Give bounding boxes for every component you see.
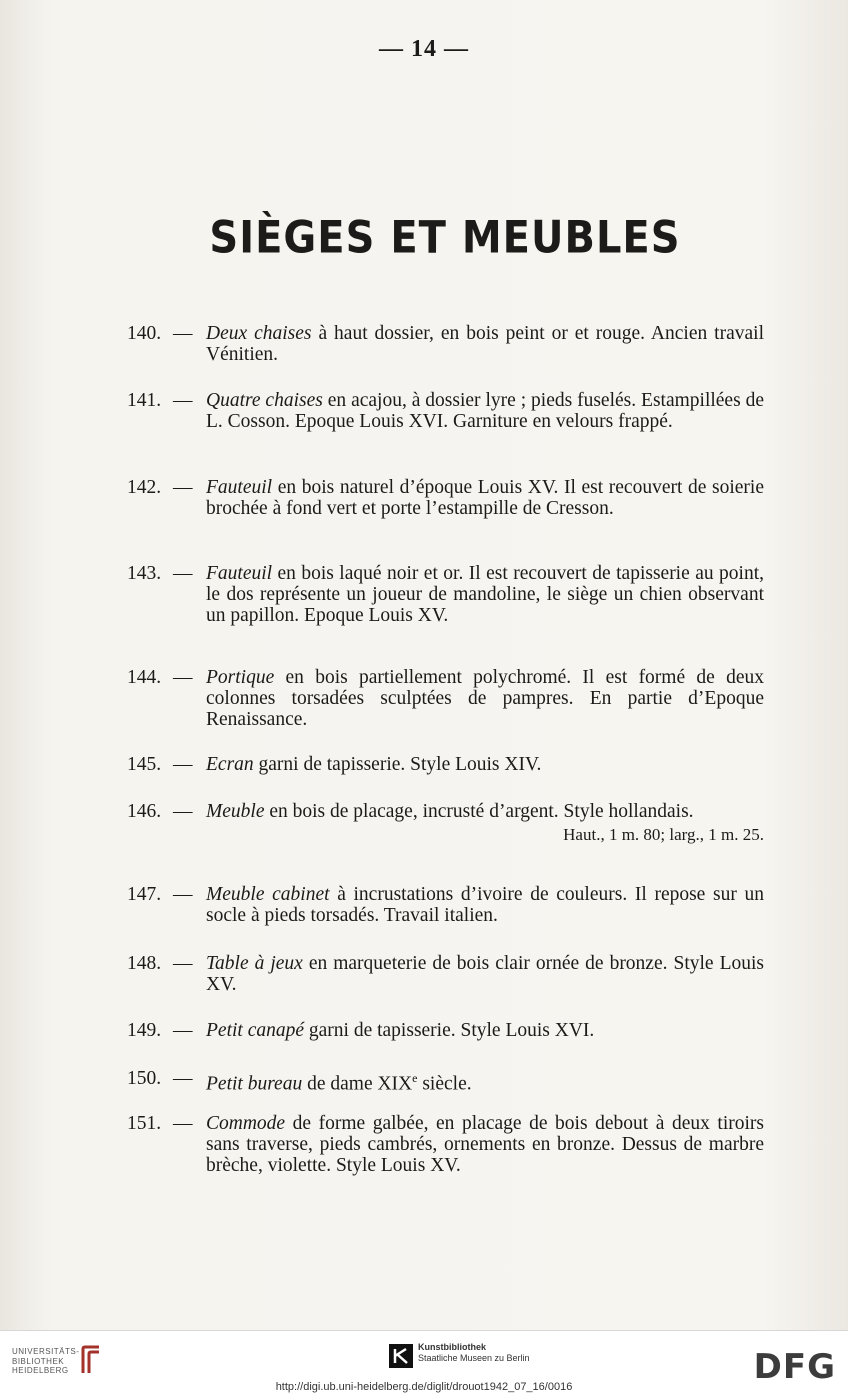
digitization-footer [0, 1330, 848, 1395]
catalog-entry-140 [127, 323, 764, 365]
entry-number: 141. [127, 390, 162, 411]
catalog-entry-151 [127, 1113, 764, 1176]
entry-text: de forme galbée, en placage de bois debout à deux tiroirs sans traverse, pieds cambrés, ornements en bronze. Dessus de marbre brèche, violette. Style Louis XV. [206, 1113, 764, 1176]
kunstbibliothek-logo[interactable] [418, 1342, 530, 1364]
entry-text: en bois naturel d’époque Louis XV. Il est recouvert de soierie brochée à fond vert et porte l’estampille de Cresson. [206, 477, 764, 519]
entry-dash: — [173, 884, 193, 905]
kb-logo-title: Kunstbibliothek [418, 1342, 486, 1352]
university-mark-icon [80, 1345, 102, 1375]
entry-number: 142. [127, 477, 162, 498]
entry-dash: — [173, 1113, 193, 1134]
uni-logo-line1: UNIVERSITÄTS- [12, 1347, 80, 1356]
entry-text: garni de tapisserie. Style Louis XVI. [304, 1020, 595, 1041]
entry-item: Meuble [206, 801, 265, 822]
entry-dash: — [173, 1068, 193, 1089]
dfg-logo[interactable]: DFG [753, 1347, 836, 1387]
entry-number: 146. [127, 801, 162, 822]
entry-dash: — [173, 953, 193, 974]
entry-item: Ecran [206, 754, 254, 775]
entry-text: garni de tapisserie. Style Louis XIV. [253, 754, 542, 775]
entry-dash: — [173, 667, 193, 688]
entry-text: de dame XIX [302, 1073, 413, 1095]
entry-number: 140. [127, 323, 162, 344]
entry-text: en marqueterie de bois clair ornée de bronze. Style Louis XV. [206, 953, 764, 995]
entry-dash: — [173, 563, 193, 584]
university-library-logo[interactable] [12, 1347, 79, 1376]
entry-item: Petit bureau [206, 1073, 303, 1095]
entry-item: Portique [206, 667, 275, 688]
entry-item: Fauteuil [206, 563, 273, 584]
section-title: SIÈGES ET MEUBLES [209, 212, 681, 264]
catalog-entry-143 [127, 563, 764, 626]
entry-number: 145. [127, 754, 162, 775]
entry-text: à incrustations d’ivoire de couleurs. Il repose sur un socle à pieds torsadés. Travail italien. [206, 884, 764, 926]
entry-item: Quatre chaises [206, 390, 323, 411]
catalog-entry-147 [127, 884, 764, 926]
permalink-url[interactable]: http://digi.ub.uni-heidelberg.de/diglit/drouot1942_07_16/0016 [275, 1381, 573, 1393]
uni-logo-line2: BIBLIOTHEK [12, 1356, 65, 1366]
entry-dash: — [173, 477, 193, 498]
entry-number: 147. [127, 884, 162, 905]
entry-text: à haut dossier, en bois peint or et rouge. Ancien travail Vénitien. [206, 323, 764, 365]
entry-dash: — [173, 1020, 193, 1041]
entry-dash: — [173, 390, 193, 411]
catalog-entry-150 [127, 1068, 764, 1095]
entry-number: 144. [127, 667, 162, 688]
uni-logo-line3: HEIDELBERG [12, 1366, 69, 1375]
kb-logo-subtitle: Staatliche Museen zu Berlin [418, 1353, 530, 1363]
entry-item: Petit canapé [206, 1020, 305, 1041]
catalog-entry-144 [127, 667, 764, 730]
entry-item: Meuble cabinet [206, 884, 330, 905]
entry-number: 149. [127, 1020, 162, 1041]
catalog-entry-149 [127, 1020, 764, 1041]
entry-item: Fauteuil [206, 477, 273, 498]
entry-number: 151. [127, 1113, 162, 1134]
entry-number: 143. [127, 563, 162, 584]
entry-text: en bois laqué noir et or. Il est recouvert de tapisserie au point, le dos représente un joueur de mandoline, le siège un chien observant un papillon. Epoque Louis XV. [206, 563, 764, 626]
entry-superscript: e [412, 1071, 418, 1085]
catalog-entry-146 [127, 801, 764, 845]
entry-text: en acajou, à dossier lyre ; pieds fuselés. Estampillées de L. Cosson. Epoque Louis XVI. Garniture en velours frappé. [206, 390, 764, 432]
entry-text: en bois partiellement polychromé. Il est formé de deux colonnes torsadées sculptées de pampres. En partie d’Epoque Renaissance. [206, 667, 764, 730]
entry-item: Table à jeux [206, 953, 303, 974]
page-number: — 14 — [379, 36, 469, 62]
entry-dash: — [173, 323, 193, 344]
entry-number: 148. [127, 953, 162, 974]
entry-dimensions: Haut., 1 m. 80; larg., 1 m. 25. [563, 825, 764, 844]
entry-dash: — [173, 801, 193, 822]
entry-number: 150. [127, 1068, 162, 1089]
catalog-entry-148 [127, 953, 764, 995]
kunstbibliothek-mark-icon [389, 1344, 413, 1368]
entry-item: Deux chaises [206, 323, 312, 344]
entry-dash: — [173, 754, 193, 775]
entry-item: Commode [206, 1113, 286, 1134]
catalog-entry-145 [127, 754, 764, 775]
entry-text-end: siècle. [417, 1073, 472, 1095]
entry-text: en bois de placage, incrusté d’argent. Style hollandais. [264, 801, 694, 822]
catalog-entry-141 [127, 390, 764, 432]
catalog-entry-142 [127, 477, 764, 519]
